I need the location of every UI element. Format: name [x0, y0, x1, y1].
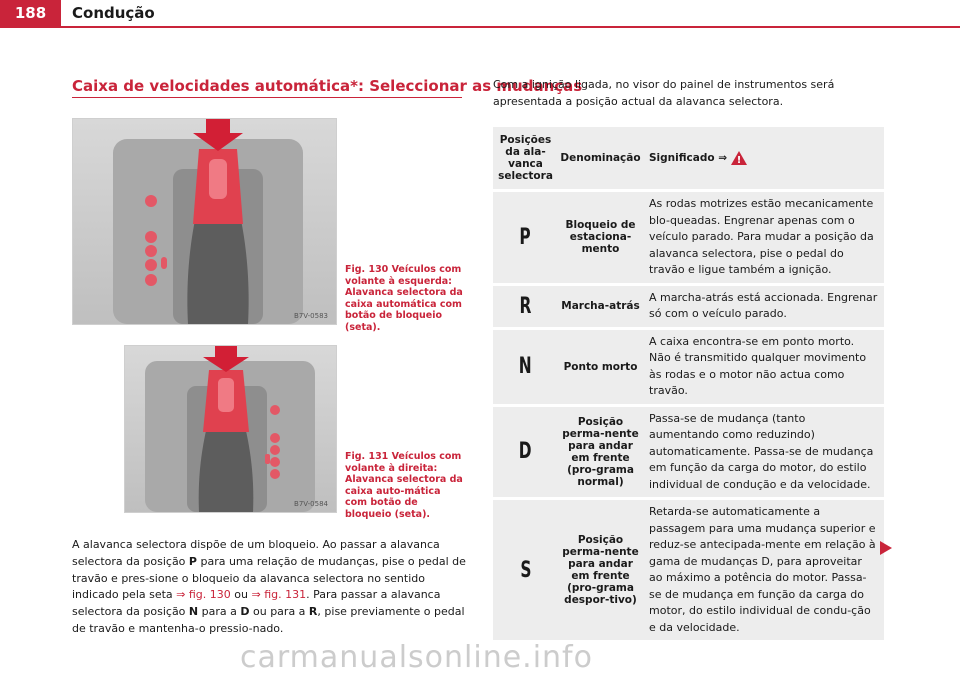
page-number: 188 [0, 0, 61, 26]
section-underline [72, 97, 462, 98]
watermark: carmanualsonline.info [240, 640, 593, 675]
meaning-cell: As rodas motrizes estão mecanicamente blo-queadas. Engrenar apenas com o veículo parado. Para mudar a posição da alavanca selectora, pise o pedal do travão e ligue também a ignição. [643, 192, 884, 283]
gear-letter-r: R [308, 605, 318, 619]
chapter-title: Condução [72, 4, 155, 22]
figure-code: B7V-0583 [294, 312, 328, 320]
name-cell: Marcha-atrás [558, 286, 643, 327]
position-cell [493, 192, 558, 283]
meaning-cell: A caixa encontra-se em ponto morto. Não é transmitido qualquer movimento às rodas e o motor não actua como travão. [643, 330, 884, 404]
gear-letter-p: P [188, 554, 197, 568]
text-run: ou para a [249, 605, 309, 619]
table-row [493, 286, 884, 327]
section-title: Caixa de velocidades automática*: Seleccionar as mudanças [72, 77, 583, 95]
table-row [493, 407, 884, 498]
position-letter: D [519, 439, 532, 465]
text-run: para uma relação de mudanças, pise o pedal de travão e pres-sione o bloqueio da alavanca selectora no sentido indicado pela seta [72, 554, 466, 602]
position-letter: S [519, 557, 532, 583]
text-run: A alavanca selectora dispõe de um bloqueio. Ao passar a alavanca selectora da posição [72, 538, 440, 568]
position-cell [493, 500, 558, 640]
gear-letter-d: D [240, 605, 250, 619]
position-cell [493, 330, 558, 404]
table-row [493, 500, 884, 640]
warning-icon [731, 151, 747, 165]
position-cell [493, 407, 558, 498]
text-run: . Para passar a alavanca selectora da posição [72, 588, 441, 619]
table-row [493, 330, 884, 404]
position-letter: N [519, 354, 532, 379]
header-meaning-label: Significado ⇒ [649, 151, 728, 164]
text-run: ou [230, 588, 252, 602]
name-cell: Bloqueio de estaciona-mento [558, 192, 643, 283]
body-paragraph [72, 537, 467, 638]
figure-code: B7V-0584 [294, 500, 328, 508]
intro-paragraph: Com a ignição ligada, no visor do painel de instrumentos será apresentada a posição actual da alavanca selectora. [493, 78, 835, 108]
header-rule [0, 26, 960, 28]
table-header-row [493, 127, 884, 189]
position-letter: P [519, 224, 532, 250]
figure-131-caption: Fig. 131 Veículos com volante à direita: Alavanca selectora da caixa auto-mática com botão de bloqueio (seta). [345, 451, 463, 520]
position-letter: R [519, 293, 532, 319]
figure-131-image [124, 345, 337, 513]
gear-selector-illustration [125, 346, 336, 512]
table-row [493, 192, 884, 283]
figure-130-image [72, 118, 337, 325]
name-cell: Posição perma-nente para andar em frente (pro-grama normal) [558, 407, 643, 498]
position-cell [493, 286, 558, 327]
next-page-arrow-icon[interactable] [880, 541, 892, 555]
header-meaning [643, 127, 884, 189]
gear-letter-n: N [188, 605, 199, 619]
text-run: para a [198, 605, 241, 619]
selector-positions-table [493, 124, 884, 643]
meaning-cell: Passa-se de mudança (tanto aumentando como reduzindo) automaticamente. Passa-se de mudança em função da carga do motor, do estilo individual de condução e da velocidade. [643, 407, 884, 498]
gear-selector-illustration [73, 119, 336, 324]
meaning-cell: Retarda-se automaticamente a passagem para uma mudança superior e reduz-se antecipada-mente em relação à gama de mudanças D, para aproveitar ao máximo a potência do motor. Passa-se de mudança em função da carga do motor, do estilo individual de condu-ção e da velocidade. [643, 500, 884, 640]
figure-131-link[interactable]: ⇒ fig. 131 [251, 588, 307, 602]
name-cell: Posição perma-nente para andar em frente (pro-grama despor-tivo) [558, 500, 643, 640]
header-name: Denominação [558, 127, 643, 189]
meaning-cell: A marcha-atrás está accionada. Engrenar só com o veículo parado. [643, 286, 884, 327]
figure-130-link[interactable]: ⇒ fig. 130 [176, 588, 231, 602]
name-cell: Ponto morto [558, 330, 643, 404]
figure-130-caption: Fig. 130 Veículos com volante à esquerda: Alavanca selectora da caixa automática com botão de bloqueio (seta). [345, 264, 463, 333]
header-positions: Posições da ala-vanca selectora [493, 127, 558, 189]
text-run: , pise previamente o pedal de travão e mantenha-o pressio-nado. [72, 605, 465, 635]
